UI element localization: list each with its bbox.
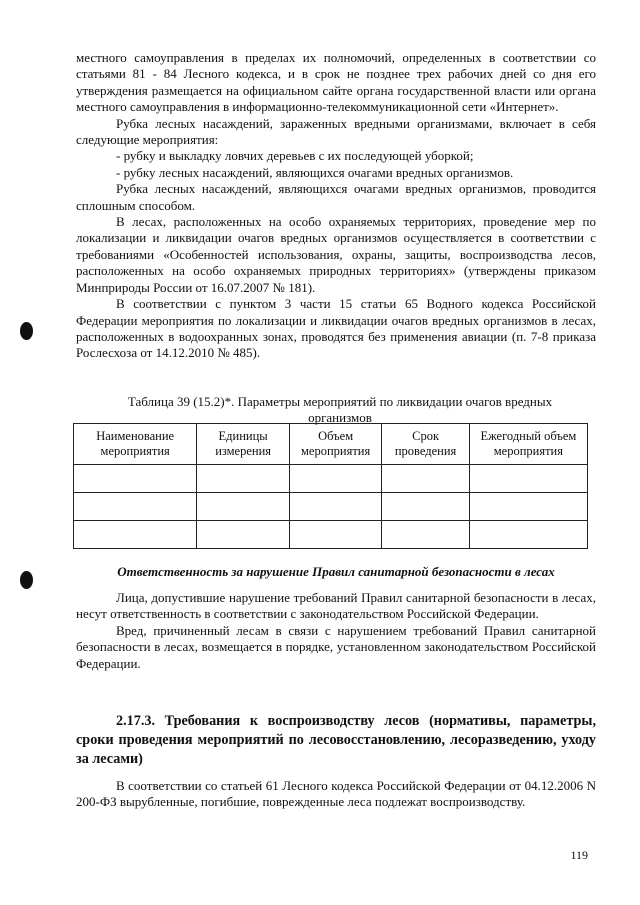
header-cell-units: Единицы измерения: [197, 424, 290, 465]
page-number: 119: [570, 848, 588, 862]
table-cell: [289, 493, 382, 521]
table-caption: Таблица 39 (15.2)*. Параметры мероприятий по ликвидации очагов вредных организмов: [127, 394, 553, 425]
table-cell: [469, 493, 587, 521]
header-cell-annual-volume: Ежегодный объем мероприятия: [469, 424, 587, 465]
table-cell: [197, 493, 290, 521]
responsibility-heading: Ответственность за нарушение Правил санитарной безопасности в лесах: [117, 564, 555, 579]
table-cell: [289, 465, 382, 493]
paragraph-forest-code-61: В соответствии со статьей 61 Лесного кодекса Российской Федерации от 04.12.2006 N 200-ФЗ вырубленные, погибшие, поврежденные леса подлежат воспроизводству.: [76, 778, 596, 810]
text-block-responsibility: [76, 590, 596, 672]
table-cell: [74, 493, 197, 521]
table-cell: [382, 465, 469, 493]
table-cell: [382, 493, 469, 521]
header-cell-volume: Объем мероприятия: [289, 424, 382, 465]
measures-table: [73, 423, 588, 549]
text-block-top: [76, 50, 596, 362]
table-cell: [469, 521, 587, 549]
list-item-trap-trees: - рубку и выкладку ловчих деревьев с их последующей уборкой;: [116, 148, 474, 164]
table-row: [74, 465, 588, 493]
header-cell-period: Срок проведения: [382, 424, 469, 465]
table-cell: [74, 465, 197, 493]
paragraph-felling-measures: Рубка лесных насаждений, зараженных вредными организмами, включает в себя следующие мероприятия:: [76, 115, 596, 148]
table-cell: [197, 465, 290, 493]
table-cell: [197, 521, 290, 549]
table-cell: [74, 521, 197, 549]
paragraph-publication: местного самоуправления в пределах их полномочий, определенных в соответствии со статьями 81 - 84 Лесного кодекса, и в срок не позднее трех рабочих дней со дня его утверждения размещается на официальном сайте органа государственной власти или органа местного самоуправления в информационно-телекоммуникационной сети «Интернет».: [76, 50, 596, 115]
table-cell: [289, 521, 382, 549]
table-cell: [469, 465, 587, 493]
section-title: 2.17.3. Требования к воспроизводству лесов (нормативы, параметры, сроки проведения мероприятий по лесовосстановлению, лесоразведению, уходу за лесами): [76, 713, 596, 767]
header-cell-name: Наименование мероприятия: [74, 424, 197, 465]
section-heading: [76, 712, 596, 769]
paragraph-liability: Лица, допустившие нарушение требований Правил санитарной безопасности в лесах, несут ответственность в соответствии с законодательством Российской Федерации.: [76, 590, 596, 622]
punch-hole-mark: [20, 322, 33, 340]
paragraph-water-code: В соответствии с пунктом 3 части 15 статьи 65 Водного кодекса Российской Федерации мероприятия по локализации и ликвидации очагов вредных организмов в лесах, расположенных в водоохранных зонах, проводятся без применения авиации (п. 7-8 приказа Рослесхоза от 14.12.2010 № 485).: [76, 296, 596, 361]
table-header-row: [74, 424, 588, 465]
table-row: [74, 521, 588, 549]
list-item-foci-felling: - рубку лесных насаждений, являющихся очагами вредных организмов.: [116, 164, 514, 180]
punch-hole-mark: [20, 571, 33, 589]
paragraph-damage: Вред, причиненный лесам в связи с нарушением требований Правил санитарной безопасности в лесах, возмещается в порядке, установленном законодательством Российской Федерации.: [76, 622, 596, 671]
paragraph-clear-cut: Рубка лесных насаждений, являющихся очагами вредных организмов, проводится сплошным способом.: [76, 181, 596, 213]
table-cell: [382, 521, 469, 549]
paragraph-protected-areas: В лесах, расположенных на особо охраняемых территориях, проведение мер по локализации и ликвидации очагов вредных организмов осуществляется в соответствии с требованиями «Особенностей использования, охраны, защиты, воспроизводства лесов, расположенных на особо охраняемых природных территориях» (утверждены приказом Минприроды России от 16.07.2007 № 181).: [76, 214, 596, 295]
table-row: [74, 493, 588, 521]
text-block-reproduction: [76, 778, 596, 811]
